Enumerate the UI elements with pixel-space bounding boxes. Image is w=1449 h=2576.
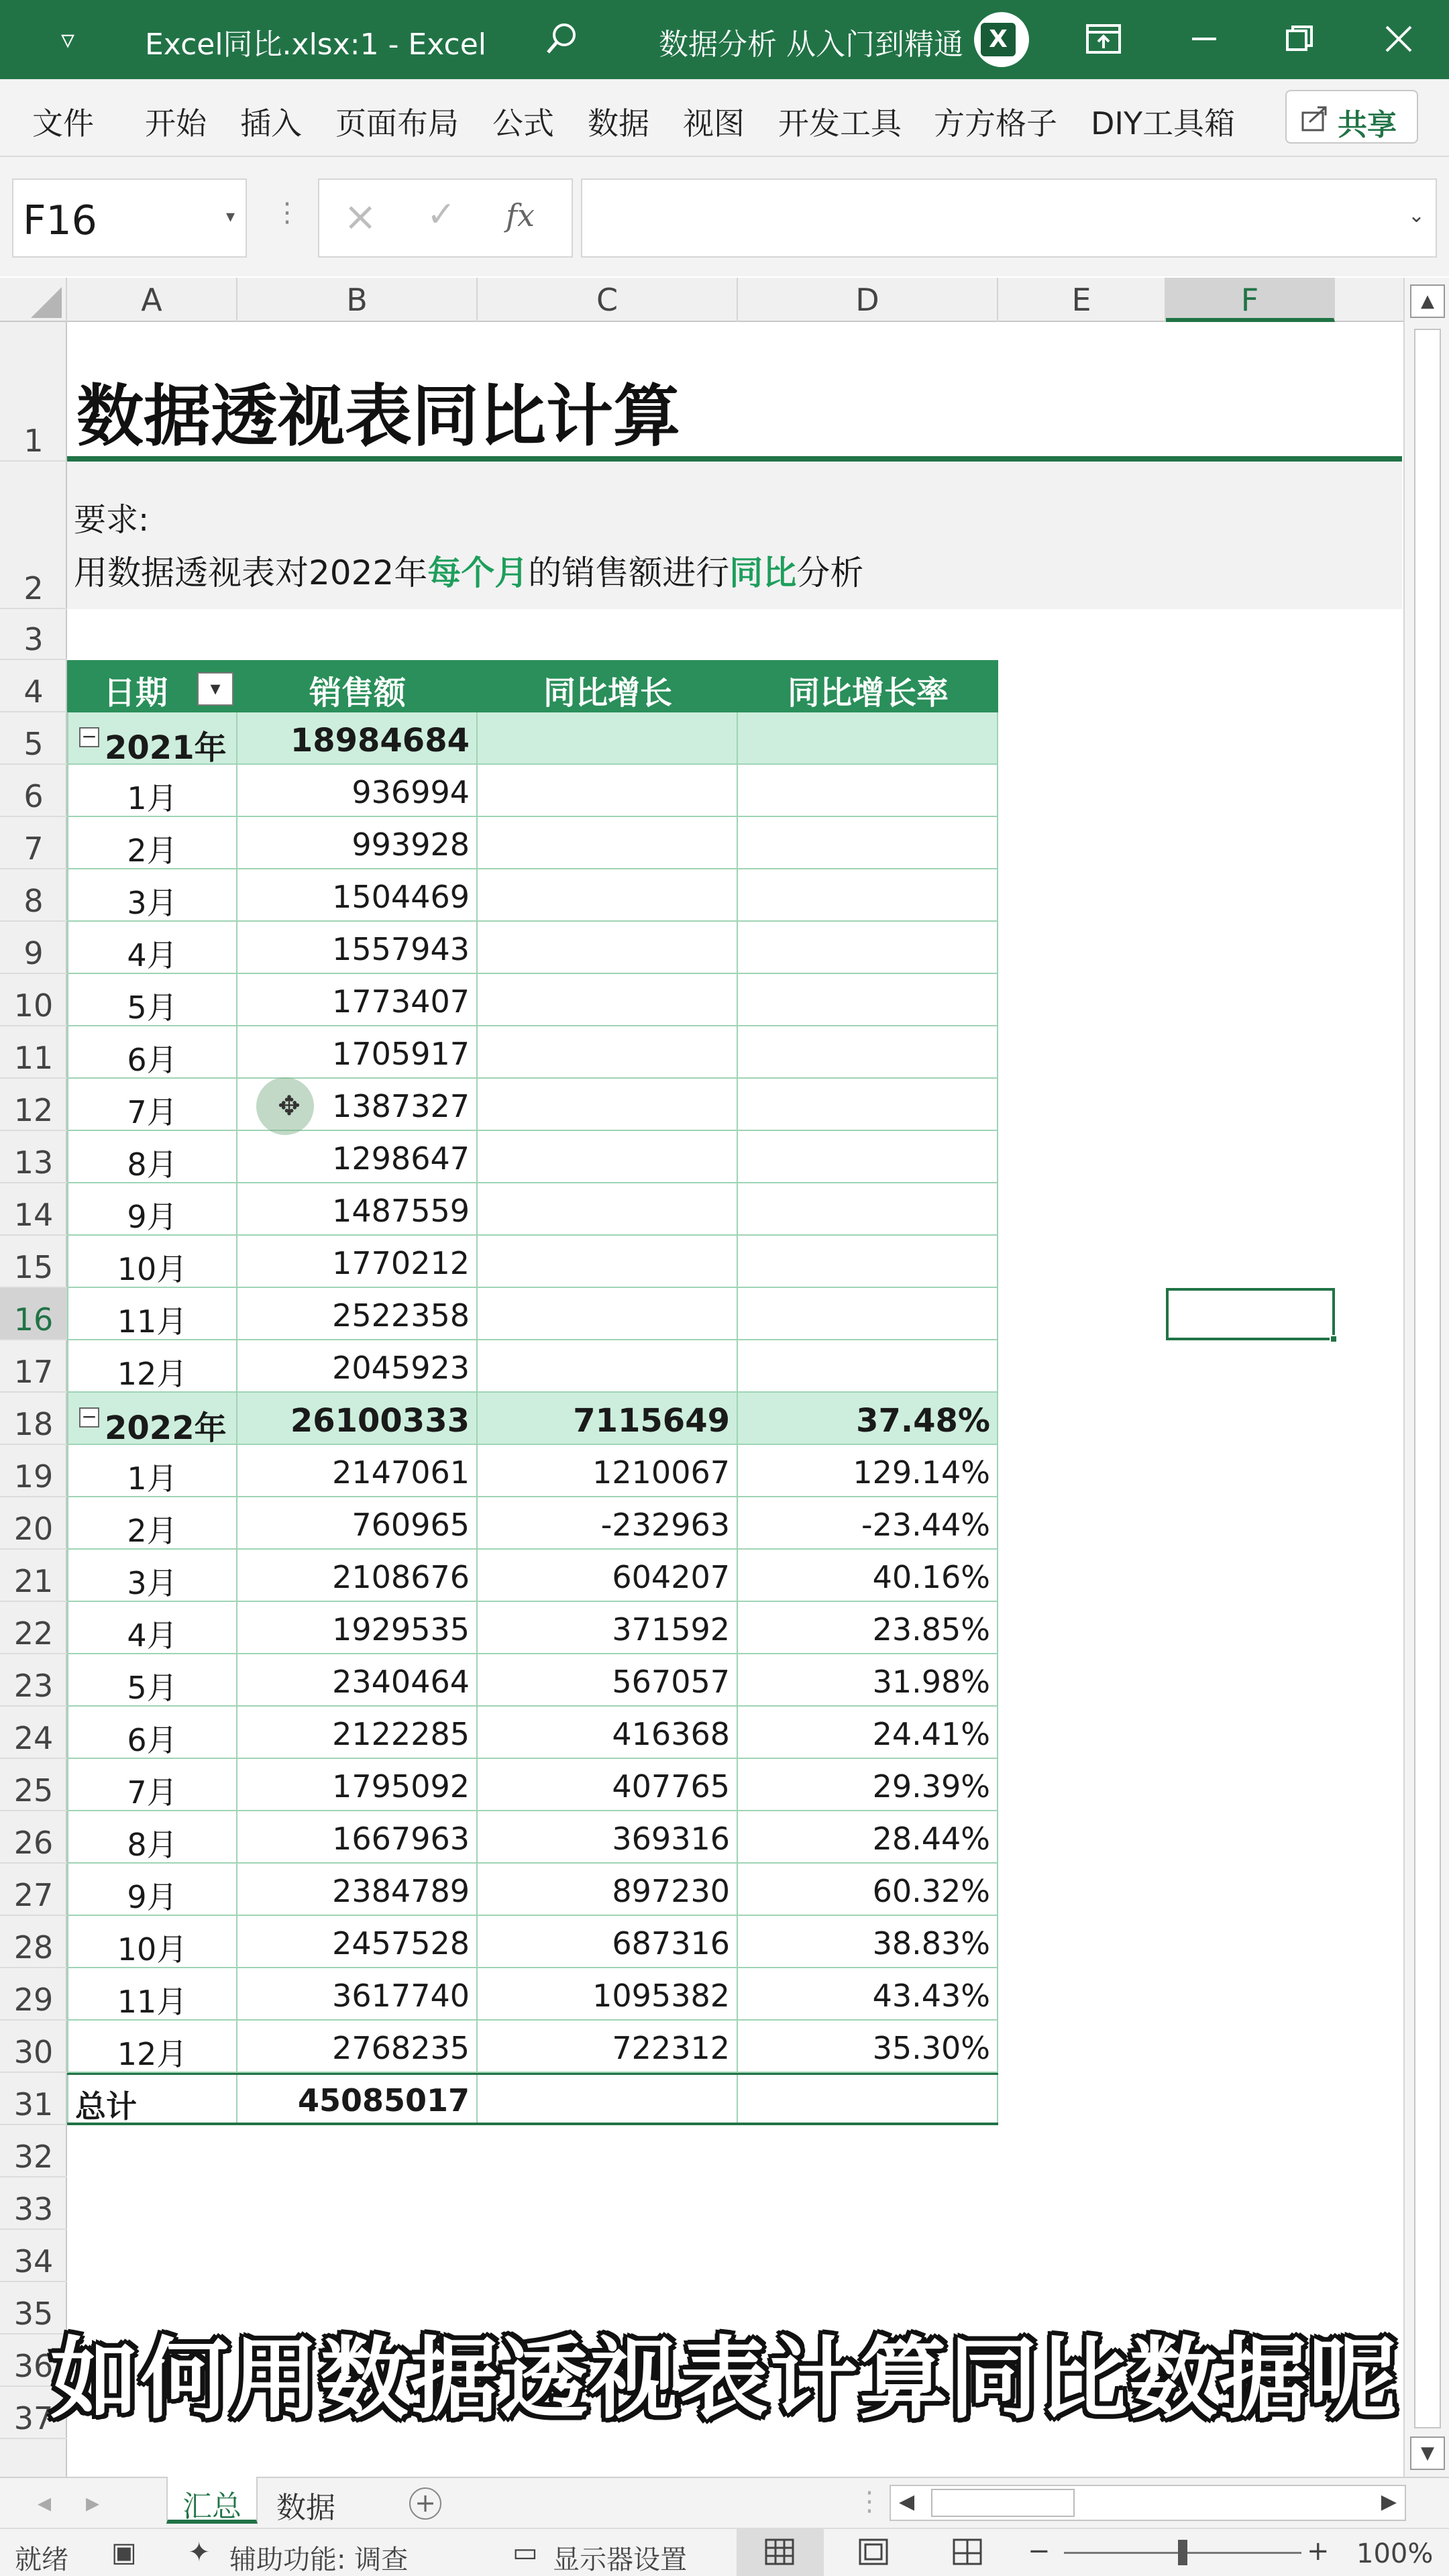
row-header[interactable]: 20 bbox=[0, 1497, 67, 1550]
scroll-left-icon[interactable]: ◀ bbox=[899, 2490, 915, 2514]
month-sales[interactable]: 2147061 bbox=[332, 1454, 470, 1491]
window-title: Excel同比.xlsx:1 - Excel bbox=[145, 28, 486, 62]
month-sales[interactable]: 1387327 bbox=[332, 1088, 470, 1124]
search-icon[interactable] bbox=[531, 12, 592, 67]
month-sales[interactable]: 2522358 bbox=[332, 1297, 470, 1334]
row-header[interactable]: 24 bbox=[0, 1707, 67, 1759]
month-label[interactable]: 10月 bbox=[117, 1931, 188, 1968]
row-header[interactable]: 16 bbox=[0, 1288, 67, 1340]
month-yoy-rate[interactable] bbox=[738, 931, 990, 974]
ribbon-display-icon[interactable] bbox=[1073, 12, 1134, 67]
month-yoy-rate[interactable] bbox=[738, 1088, 990, 1131]
status-display-settings[interactable]: 显示器设置 bbox=[553, 2544, 687, 2575]
month-yoy[interactable] bbox=[478, 826, 730, 869]
tab-page-layout[interactable]: 页面布局 bbox=[335, 105, 459, 142]
year-yoy-rate[interactable] bbox=[738, 722, 990, 765]
month-sales[interactable]: 2340464 bbox=[332, 1664, 470, 1700]
row-header[interactable]: 1 bbox=[0, 322, 67, 462]
row-header[interactable]: 12 bbox=[0, 1079, 67, 1131]
month-yoy[interactable]: 369316 bbox=[612, 1821, 730, 1857]
zoom-slider-thumb[interactable] bbox=[1178, 2540, 1187, 2565]
month-yoy[interactable]: 604207 bbox=[612, 1559, 730, 1595]
month-label[interactable]: 4月 bbox=[127, 937, 178, 973]
month-yoy-rate[interactable]: 60.32% bbox=[872, 1873, 990, 1909]
add-sheet-icon[interactable]: + bbox=[409, 2487, 441, 2520]
month-label[interactable]: 9月 bbox=[127, 1879, 178, 1915]
row-header[interactable]: 22 bbox=[0, 1602, 67, 1654]
enter-icon[interactable]: ✓ bbox=[427, 195, 456, 235]
tab-data[interactable]: 数据 bbox=[588, 105, 649, 142]
grand-total-topline bbox=[67, 2073, 998, 2075]
month-yoy-rate[interactable] bbox=[738, 1350, 990, 1393]
month-label[interactable]: 7月 bbox=[127, 1094, 178, 1130]
month-yoy-rate[interactable]: 43.43% bbox=[872, 1978, 990, 2014]
row-header[interactable]: 18 bbox=[0, 1393, 67, 1445]
month-yoy[interactable] bbox=[478, 983, 730, 1026]
month-yoy[interactable] bbox=[478, 774, 730, 817]
fill-handle[interactable] bbox=[1330, 1335, 1338, 1343]
zoom-level[interactable]: 100% bbox=[1356, 2538, 1434, 2569]
requirement-label: 要求: bbox=[74, 501, 150, 537]
row-header[interactable]: 14 bbox=[0, 1183, 67, 1236]
month-label[interactable]: 8月 bbox=[127, 1146, 178, 1183]
month-yoy[interactable]: 1210067 bbox=[592, 1454, 730, 1491]
date-filter-dropdown-icon[interactable]: ▾ bbox=[197, 672, 233, 706]
month-yoy[interactable]: 407765 bbox=[612, 1768, 730, 1805]
pivot-header-yoy[interactable]: 同比增长 bbox=[543, 674, 672, 711]
month-label[interactable]: 6月 bbox=[127, 1042, 178, 1078]
month-yoy-rate[interactable]: 40.16% bbox=[872, 1559, 990, 1595]
year-total[interactable]: 26100333 bbox=[290, 1402, 470, 1440]
month-sales[interactable]: 1795092 bbox=[332, 1768, 470, 1805]
month-label[interactable]: 3月 bbox=[127, 885, 178, 921]
scroll-up-icon[interactable]: ▲ bbox=[1410, 284, 1445, 318]
row-header[interactable]: 37 bbox=[0, 2387, 67, 2439]
title-bar bbox=[0, 0, 1449, 79]
month-label[interactable]: 5月 bbox=[127, 1670, 178, 1706]
row-header[interactable]: 33 bbox=[0, 2178, 67, 2230]
sheet-tab-summary[interactable] bbox=[166, 2477, 258, 2524]
month-yoy[interactable] bbox=[478, 1193, 730, 1236]
year-yoy[interactable]: 7115649 bbox=[573, 1402, 730, 1440]
page-layout-view-icon[interactable] bbox=[859, 2538, 888, 2568]
month-sales[interactable]: 1705917 bbox=[332, 1036, 470, 1072]
row-header[interactable]: 13 bbox=[0, 1131, 67, 1183]
selected-cell-f16[interactable] bbox=[1166, 1288, 1335, 1340]
row-header[interactable]: 4 bbox=[0, 660, 67, 712]
minimize-icon[interactable] bbox=[1174, 12, 1234, 67]
row-header[interactable]: 9 bbox=[0, 922, 67, 974]
row-header[interactable]: 26 bbox=[0, 1811, 67, 1864]
row-header[interactable]: 25 bbox=[0, 1759, 67, 1811]
tab-file[interactable]: 文件 bbox=[32, 105, 94, 142]
row-header[interactable]: 23 bbox=[0, 1654, 67, 1707]
row-header[interactable]: 8 bbox=[0, 869, 67, 922]
month-yoy-rate[interactable]: 23.85% bbox=[872, 1611, 990, 1648]
row-header[interactable]: 6 bbox=[0, 765, 67, 817]
share-label: 共享 bbox=[1338, 108, 1397, 142]
name-box[interactable] bbox=[12, 178, 247, 258]
requirement-highlight: 同比 bbox=[729, 553, 797, 592]
video-subtitle: 如何用数据透视表计算同比数据呢 bbox=[50, 2328, 1399, 2431]
sheet-tab-data[interactable]: 数据 bbox=[276, 2491, 335, 2525]
row-header[interactable]: 21 bbox=[0, 1550, 67, 1602]
month-sales[interactable]: 2457528 bbox=[332, 1925, 470, 1962]
pivot-header-sales[interactable]: 销售额 bbox=[309, 674, 406, 711]
normal-view-icon bbox=[765, 2538, 794, 2565]
formula-bar-grip-icon: ⋮ bbox=[274, 197, 301, 228]
month-label[interactable]: 1月 bbox=[127, 780, 178, 816]
month-label[interactable]: 2月 bbox=[127, 833, 178, 869]
month-yoy[interactable] bbox=[478, 1297, 730, 1340]
month-yoy[interactable]: 687316 bbox=[612, 1925, 730, 1962]
month-yoy[interactable]: 1095382 bbox=[592, 1978, 730, 2014]
normal-view-button[interactable] bbox=[737, 2529, 824, 2576]
month-yoy-rate[interactable]: 129.14% bbox=[853, 1454, 990, 1491]
month-yoy-rate[interactable] bbox=[738, 1297, 990, 1340]
month-sales[interactable]: 1770212 bbox=[332, 1245, 470, 1281]
zoom-slider[interactable] bbox=[1064, 2552, 1301, 2554]
share-button[interactable] bbox=[1285, 90, 1418, 144]
row-header[interactable]: 5 bbox=[0, 712, 67, 765]
month-label[interactable]: 1月 bbox=[127, 1460, 178, 1497]
month-sales[interactable]: 1504469 bbox=[332, 879, 470, 915]
month-label[interactable]: 2月 bbox=[127, 1513, 178, 1549]
year-yoy[interactable] bbox=[478, 722, 730, 765]
tab-home[interactable]: 开始 bbox=[145, 105, 207, 142]
month-sales[interactable]: 3617740 bbox=[332, 1978, 470, 2014]
sheet-title: 数据透视表同比计算 bbox=[76, 377, 680, 449]
month-yoy[interactable] bbox=[478, 1036, 730, 1079]
zoom-in-icon[interactable]: + bbox=[1307, 2536, 1330, 2567]
title-underline bbox=[67, 456, 1402, 462]
display-settings-icon[interactable]: ▭ bbox=[513, 2537, 538, 2568]
tab-diy-toolbox[interactable]: DIY工具箱 bbox=[1091, 105, 1236, 142]
row-header[interactable]: 32 bbox=[0, 2125, 67, 2178]
ribbon-tabs bbox=[0, 79, 1449, 157]
month-yoy-rate[interactable] bbox=[738, 1036, 990, 1079]
horizontal-scrollbar[interactable] bbox=[890, 2485, 1406, 2521]
tab-developer[interactable]: 开发工具 bbox=[778, 105, 902, 142]
column-header-c[interactable]: C bbox=[478, 278, 738, 322]
month-sales[interactable]: 1929535 bbox=[332, 1611, 470, 1648]
pivot-header-date[interactable]: 日期 bbox=[103, 674, 168, 711]
month-yoy-rate[interactable]: 31.98% bbox=[872, 1664, 990, 1700]
month-yoy[interactable]: 371592 bbox=[612, 1611, 730, 1648]
month-sales[interactable]: 1298647 bbox=[332, 1140, 470, 1177]
month-yoy-rate[interactable] bbox=[738, 1245, 990, 1288]
row-header[interactable]: 31 bbox=[0, 2073, 67, 2125]
requirement-text-part: 的销售额进行 bbox=[528, 553, 730, 592]
month-sales[interactable]: 2384789 bbox=[332, 1873, 470, 1909]
formula-icons bbox=[318, 178, 573, 258]
tab-insert[interactable]: 插入 bbox=[240, 105, 302, 142]
month-label[interactable]: 5月 bbox=[127, 989, 178, 1026]
month-yoy-rate[interactable]: -23.44% bbox=[861, 1507, 990, 1543]
month-sales[interactable]: 1557943 bbox=[332, 931, 470, 967]
requirement-text-part: 用数据透视表对2022年 bbox=[74, 553, 428, 592]
month-yoy-rate[interactable] bbox=[738, 826, 990, 869]
row-header[interactable]: 2 bbox=[0, 462, 67, 609]
sheet-tab-bar bbox=[0, 2477, 1449, 2528]
collapse-icon[interactable]: − bbox=[79, 727, 99, 747]
month-sales[interactable]: 760965 bbox=[352, 1507, 470, 1543]
month-sales[interactable]: 1667963 bbox=[332, 1821, 470, 1857]
sheet-next-icon[interactable]: ▸ bbox=[86, 2487, 100, 2518]
month-yoy[interactable] bbox=[478, 1245, 730, 1288]
month-yoy[interactable]: 416368 bbox=[612, 1716, 730, 1752]
cell-border bbox=[478, 2073, 738, 2125]
share-icon bbox=[1300, 103, 1330, 133]
scroll-down-icon[interactable]: ▼ bbox=[1410, 2436, 1445, 2470]
select-all-button[interactable] bbox=[0, 278, 67, 322]
sheet-prev-icon[interactable]: ◂ bbox=[38, 2487, 52, 2518]
cell-border bbox=[738, 2073, 998, 2125]
row-header[interactable]: 7 bbox=[0, 817, 67, 869]
requirement-text bbox=[74, 546, 1348, 593]
month-yoy-rate[interactable]: 28.44% bbox=[872, 1821, 990, 1857]
month-label[interactable]: 6月 bbox=[127, 1722, 178, 1758]
year-yoy-rate[interactable]: 37.48% bbox=[856, 1402, 990, 1440]
restore-icon[interactable] bbox=[1269, 12, 1330, 67]
month-yoy[interactable]: 567057 bbox=[612, 1664, 730, 1700]
search-title[interactable]: 数据分析 从入门到精通 bbox=[659, 28, 963, 62]
row-header[interactable]: 35 bbox=[0, 2282, 67, 2334]
month-sales[interactable]: 1487559 bbox=[332, 1193, 470, 1229]
month-label[interactable]: 11月 bbox=[117, 1303, 188, 1340]
month-sales[interactable]: 2768235 bbox=[332, 2030, 470, 2066]
month-sales[interactable]: 1773407 bbox=[332, 983, 470, 1020]
status-ready: 就绪 bbox=[15, 2544, 68, 2575]
worksheet-grid[interactable] bbox=[67, 322, 1403, 2477]
month-yoy-rate[interactable] bbox=[738, 983, 990, 1026]
close-icon[interactable] bbox=[1368, 12, 1429, 67]
month-yoy[interactable] bbox=[478, 1140, 730, 1183]
row-headers bbox=[0, 322, 67, 2477]
requirement-highlight: 每个月 bbox=[427, 553, 529, 592]
expand-formula-icon[interactable]: ⌄ bbox=[1407, 204, 1425, 227]
tab-formulas[interactable]: 公式 bbox=[492, 105, 554, 142]
column-header-blank bbox=[1335, 278, 1403, 322]
macro-record-icon[interactable]: ▣ bbox=[111, 2537, 137, 2568]
cancel-icon[interactable]: × bbox=[343, 193, 378, 240]
month-label[interactable]: 11月 bbox=[117, 1984, 188, 2020]
requirement-text-part: 分析 bbox=[796, 553, 864, 592]
month-sales[interactable]: 936994 bbox=[352, 774, 470, 810]
grand-total-label[interactable]: 总计 bbox=[75, 2088, 137, 2125]
status-bar bbox=[0, 2528, 1449, 2576]
scroll-right-icon[interactable]: ▶ bbox=[1381, 2490, 1397, 2514]
month-yoy[interactable]: 897230 bbox=[612, 1873, 730, 1909]
column-header-b[interactable]: B bbox=[237, 278, 478, 322]
column-header-d[interactable]: D bbox=[738, 278, 998, 322]
sheet-tab-summary-label: 汇总 bbox=[182, 2489, 241, 2524]
excel-logo-icon: X bbox=[981, 23, 1016, 56]
month-yoy-rate[interactable]: 29.39% bbox=[872, 1768, 990, 1805]
month-yoy[interactable]: 722312 bbox=[612, 2030, 730, 2066]
month-yoy-rate[interactable]: 38.83% bbox=[872, 1925, 990, 1962]
month-label[interactable]: 9月 bbox=[127, 1199, 178, 1235]
vertical-scroll-thumb[interactable] bbox=[1414, 329, 1441, 2428]
pivot-header-yoy-rate[interactable]: 同比增长率 bbox=[787, 674, 949, 711]
month-sales[interactable]: 2108676 bbox=[332, 1559, 470, 1595]
month-label[interactable]: 4月 bbox=[127, 1617, 178, 1654]
collapse-icon[interactable]: − bbox=[79, 1407, 99, 1428]
formula-input[interactable] bbox=[581, 178, 1437, 258]
month-yoy-rate[interactable] bbox=[738, 774, 990, 817]
month-label[interactable]: 8月 bbox=[127, 1827, 178, 1863]
row-header[interactable]: 11 bbox=[0, 1026, 67, 1079]
formula-bar bbox=[0, 157, 1449, 276]
month-yoy-rate[interactable]: 35.30% bbox=[872, 2030, 990, 2066]
month-yoy-rate[interactable]: 24.41% bbox=[872, 1716, 990, 1752]
tab-ffcell[interactable]: 方方格子 bbox=[934, 105, 1057, 142]
month-label[interactable]: 3月 bbox=[127, 1565, 178, 1601]
row-header[interactable]: 34 bbox=[0, 2230, 67, 2282]
zoom-out-icon[interactable]: − bbox=[1028, 2536, 1051, 2567]
month-yoy-rate[interactable] bbox=[738, 879, 990, 922]
move-cursor-icon: ✥ bbox=[278, 1091, 301, 1122]
year-label[interactable]: 2022年 bbox=[105, 1409, 227, 1445]
status-accessibility[interactable]: 辅助功能: 调查 bbox=[229, 2544, 409, 2575]
name-box-dropdown-icon[interactable]: ▾ bbox=[225, 207, 235, 227]
page-break-view-icon[interactable] bbox=[953, 2538, 982, 2568]
quick-access-dropdown-icon[interactable]: ▿ bbox=[60, 24, 75, 55]
year-total[interactable]: 18984684 bbox=[290, 722, 470, 759]
month-label[interactable]: 12月 bbox=[117, 2036, 188, 2072]
vertical-scrollbar[interactable] bbox=[1403, 278, 1449, 2477]
name-box-value: F16 bbox=[23, 197, 97, 244]
column-header-e[interactable]: E bbox=[998, 278, 1166, 322]
insert-function-icon[interactable]: fx bbox=[506, 197, 535, 233]
column-headers bbox=[0, 278, 1449, 322]
month-sales[interactable]: 2122285 bbox=[332, 1716, 470, 1752]
month-sales[interactable]: 993928 bbox=[352, 826, 470, 863]
month-yoy[interactable] bbox=[478, 879, 730, 922]
column-header-a[interactable]: A bbox=[67, 278, 237, 322]
month-yoy-rate[interactable] bbox=[738, 1193, 990, 1236]
row-header[interactable]: 10 bbox=[0, 974, 67, 1026]
row-header[interactable]: 27 bbox=[0, 1864, 67, 1916]
account-avatar[interactable] bbox=[974, 12, 1029, 67]
month-label[interactable]: 10月 bbox=[117, 1251, 188, 1287]
row-header[interactable]: 29 bbox=[0, 1968, 67, 2021]
row-header[interactable]: 3 bbox=[0, 609, 67, 660]
month-yoy-rate[interactable] bbox=[738, 1140, 990, 1183]
row-header[interactable]: 17 bbox=[0, 1340, 67, 1393]
month-yoy[interactable]: -232963 bbox=[600, 1507, 730, 1543]
grand-total-value[interactable]: 45085017 bbox=[297, 2082, 470, 2118]
month-yoy[interactable] bbox=[478, 1088, 730, 1131]
row-header[interactable]: 15 bbox=[0, 1236, 67, 1288]
row-header[interactable]: 19 bbox=[0, 1445, 67, 1497]
horizontal-scroll-thumb[interactable] bbox=[931, 2489, 1075, 2517]
month-sales[interactable]: 2045923 bbox=[332, 1350, 470, 1386]
row-header[interactable]: 30 bbox=[0, 2021, 67, 2073]
column-header-f[interactable]: F bbox=[1166, 278, 1335, 322]
row-header[interactable]: 36 bbox=[0, 2334, 67, 2387]
month-yoy[interactable] bbox=[478, 1350, 730, 1393]
year-label[interactable]: 2021年 bbox=[105, 729, 227, 765]
month-yoy[interactable] bbox=[478, 931, 730, 974]
month-label[interactable]: 12月 bbox=[117, 1356, 188, 1392]
tab-view[interactable]: 视图 bbox=[683, 105, 745, 142]
row-header[interactable]: 28 bbox=[0, 1916, 67, 1968]
tab-split-grip-icon[interactable]: ⋮ bbox=[856, 2486, 883, 2517]
month-label[interactable]: 7月 bbox=[127, 1774, 178, 1811]
accessibility-icon[interactable]: ✦ bbox=[188, 2537, 211, 2568]
